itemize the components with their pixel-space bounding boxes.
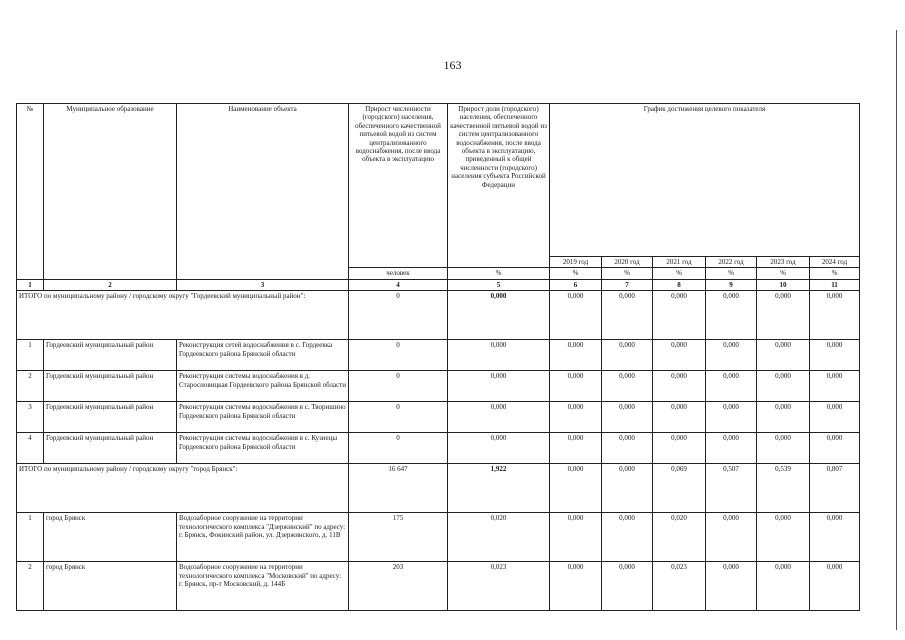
header-year: 2019 год xyxy=(550,257,602,268)
row-object: Водозаборное сооружение на территории технологического комплекса "Московский" по адресу: г. Брянск, пр-т Московский, д. 144Б xyxy=(177,562,349,611)
row-share: 0,000 xyxy=(448,433,550,464)
itogo-year-value: 0,000 xyxy=(550,291,602,340)
itogo-year-value: 0,000 xyxy=(757,291,810,340)
row-year-value: 0,000 xyxy=(550,371,602,402)
row-year-value: 0,000 xyxy=(550,562,602,611)
table-row xyxy=(17,402,860,433)
row-year-value: 0,000 xyxy=(810,562,860,611)
row-number: 1 xyxy=(17,513,44,562)
column-number-row xyxy=(17,279,860,290)
row-year-value: 0,000 xyxy=(653,340,706,371)
itogo-row xyxy=(17,464,860,513)
row-year-value: 0,000 xyxy=(757,433,810,464)
row-share: 0,000 xyxy=(448,402,550,433)
row-share: 0,023 xyxy=(448,562,550,611)
row-municipality: город Брянск xyxy=(44,562,177,611)
unit-percent: % xyxy=(757,268,810,279)
column-number: 1 xyxy=(17,279,44,290)
row-population: 0 xyxy=(349,402,448,433)
itogo-share: 0,000 xyxy=(448,291,550,340)
row-year-value: 0,000 xyxy=(757,340,810,371)
unit-percent: % xyxy=(810,268,860,279)
itogo-year-value: 0,807 xyxy=(810,464,860,513)
column-number: 4 xyxy=(349,279,448,290)
row-year-value: 0,000 xyxy=(706,402,757,433)
itogo-year-value: 0,069 xyxy=(653,464,706,513)
row-year-value: 0,000 xyxy=(810,340,860,371)
row-year-value: 0,000 xyxy=(602,371,653,402)
row-population: 0 xyxy=(349,340,448,371)
row-year-value: 0,000 xyxy=(550,513,602,562)
row-year-value: 0,000 xyxy=(602,513,653,562)
row-year-value: 0,000 xyxy=(706,562,757,611)
header-year: 2024 год xyxy=(810,257,860,268)
row-share: 0,000 xyxy=(448,340,550,371)
row-object: Реконструкция сетей водоснабжения в с. Гордеевка Гордеевского района Брянской области xyxy=(177,340,349,371)
row-year-value: 0,000 xyxy=(653,402,706,433)
itogo-year-value: 0,539 xyxy=(757,464,810,513)
row-year-value: 0,000 xyxy=(810,371,860,402)
row-year-value: 0,000 xyxy=(757,513,810,562)
itogo-label: ИТОГО по муниципальному району / городскому округу "Гордеевский муниципальный район": xyxy=(17,291,349,340)
row-year-value: 0,000 xyxy=(810,433,860,464)
row-municipality: Гордеевский муниципальный район xyxy=(44,402,177,433)
unit-percent: % xyxy=(550,268,602,279)
row-year-value: 0,000 xyxy=(602,562,653,611)
row-object: Реконструкция системы водоснабжения в с. Кузнецы Гордеевского района Брянской области xyxy=(177,433,349,464)
column-number: 7 xyxy=(602,279,653,290)
itogo-year-value: 0,000 xyxy=(550,464,602,513)
row-year-value: 0,023 xyxy=(653,562,706,611)
itogo-year-value: 0,000 xyxy=(602,464,653,513)
itogo-label: ИТОГО по муниципальному району / городскому округу "город Брянск": xyxy=(17,464,349,513)
row-year-value: 0,000 xyxy=(757,402,810,433)
table-row xyxy=(17,513,860,562)
row-municipality: город Брянск xyxy=(44,513,177,562)
table-row xyxy=(17,340,860,371)
column-number: 9 xyxy=(706,279,757,290)
unit-people: человек xyxy=(349,268,448,279)
itogo-row xyxy=(17,291,860,340)
header-object: Наименование объекта xyxy=(177,104,349,280)
header-year: 2020 год xyxy=(602,257,653,268)
column-number: 10 xyxy=(757,279,810,290)
row-number: 2 xyxy=(17,562,44,611)
row-municipality: Гордеевский муниципальный район xyxy=(44,371,177,402)
column-number: 5 xyxy=(448,279,550,290)
itogo-population: 0 xyxy=(349,291,448,340)
header-year: 2022 год xyxy=(706,257,757,268)
row-year-value: 0,000 xyxy=(810,513,860,562)
row-year-value: 0,000 xyxy=(757,371,810,402)
header-population-growth: Прирост численности (городского) населения, обеспеченного качественной питьевой водой из систем централизованного водоснабжения, после ввода объекта в эксплуатацию xyxy=(349,104,448,268)
row-object: Реконструкция системы водоснабжения в с. Творишино Гордеевского района Брянской области xyxy=(177,402,349,433)
row-year-value: 0,000 xyxy=(653,433,706,464)
row-share: 0,000 xyxy=(448,371,550,402)
itogo-year-value: 0,000 xyxy=(706,291,757,340)
row-year-value: 0,000 xyxy=(706,340,757,371)
row-year-value: 0,000 xyxy=(602,433,653,464)
row-year-value: 0,000 xyxy=(653,371,706,402)
row-number: 1 xyxy=(17,340,44,371)
header-year: 2021 год xyxy=(653,257,706,268)
row-municipality: Гордеевский муниципальный район xyxy=(44,340,177,371)
itogo-year-value: 0,000 xyxy=(602,291,653,340)
row-object: Реконструкция системы водоснабжения в д. Старосновицкая Гордеевского района Брянской области xyxy=(177,371,349,402)
row-year-value: 0,020 xyxy=(653,513,706,562)
column-number: 3 xyxy=(177,279,349,290)
table-row xyxy=(17,562,860,611)
itogo-year-value: 0,507 xyxy=(706,464,757,513)
row-municipality: Гордеевский муниципальный район xyxy=(44,433,177,464)
row-year-value: 0,000 xyxy=(602,340,653,371)
header-share-growth: Прирост доли (городского) населения, обеспеченного качественной питьевой водой из систем централизованного водоснабжения, после ввода объекта в эксплуатацию, приведенный к общей численности (городского) населения субъекта Российской Федерации xyxy=(448,104,550,268)
header-row xyxy=(17,104,860,257)
row-year-value: 0,000 xyxy=(757,562,810,611)
unit-percent: % xyxy=(448,268,550,279)
row-population: 0 xyxy=(349,433,448,464)
itogo-year-value: 0,000 xyxy=(653,291,706,340)
row-year-value: 0,000 xyxy=(810,402,860,433)
scan-edge-line xyxy=(896,30,897,630)
header-no: № xyxy=(17,104,44,280)
page-number: 163 xyxy=(443,58,462,72)
row-year-value: 0,000 xyxy=(602,402,653,433)
row-population: 0 xyxy=(349,371,448,402)
unit-percent: % xyxy=(653,268,706,279)
column-number: 6 xyxy=(550,279,602,290)
unit-percent: % xyxy=(602,268,653,279)
itogo-population: 16 647 xyxy=(349,464,448,513)
row-population: 203 xyxy=(349,562,448,611)
row-share: 0,020 xyxy=(448,513,550,562)
table-row xyxy=(17,371,860,402)
header-schedule: График достижения целевого показателя xyxy=(550,104,860,257)
row-number: 4 xyxy=(17,433,44,464)
column-number: 2 xyxy=(44,279,177,290)
unit-percent: % xyxy=(706,268,757,279)
itogo-share: 1,922 xyxy=(448,464,550,513)
row-year-value: 0,000 xyxy=(706,513,757,562)
target-indicator-table xyxy=(16,103,860,611)
row-year-value: 0,000 xyxy=(550,340,602,371)
table-row xyxy=(17,433,860,464)
header-municipality: Муниципальное образование xyxy=(44,104,177,280)
itogo-year-value: 0,000 xyxy=(810,291,860,340)
row-year-value: 0,000 xyxy=(550,402,602,433)
column-number: 8 xyxy=(653,279,706,290)
column-number: 11 xyxy=(810,279,860,290)
row-population: 175 xyxy=(349,513,448,562)
header-year: 2023 год xyxy=(757,257,810,268)
row-year-value: 0,000 xyxy=(550,433,602,464)
row-year-value: 0,000 xyxy=(706,371,757,402)
row-year-value: 0,000 xyxy=(706,433,757,464)
row-object: Водозаборное сооружение на территории технологического комплекса "Дзержинский" по адресу: г. Брянск, Фокинский район, ул. Дзержинского, д. 11В xyxy=(177,513,349,562)
row-number: 2 xyxy=(17,371,44,402)
row-number: 3 xyxy=(17,402,44,433)
